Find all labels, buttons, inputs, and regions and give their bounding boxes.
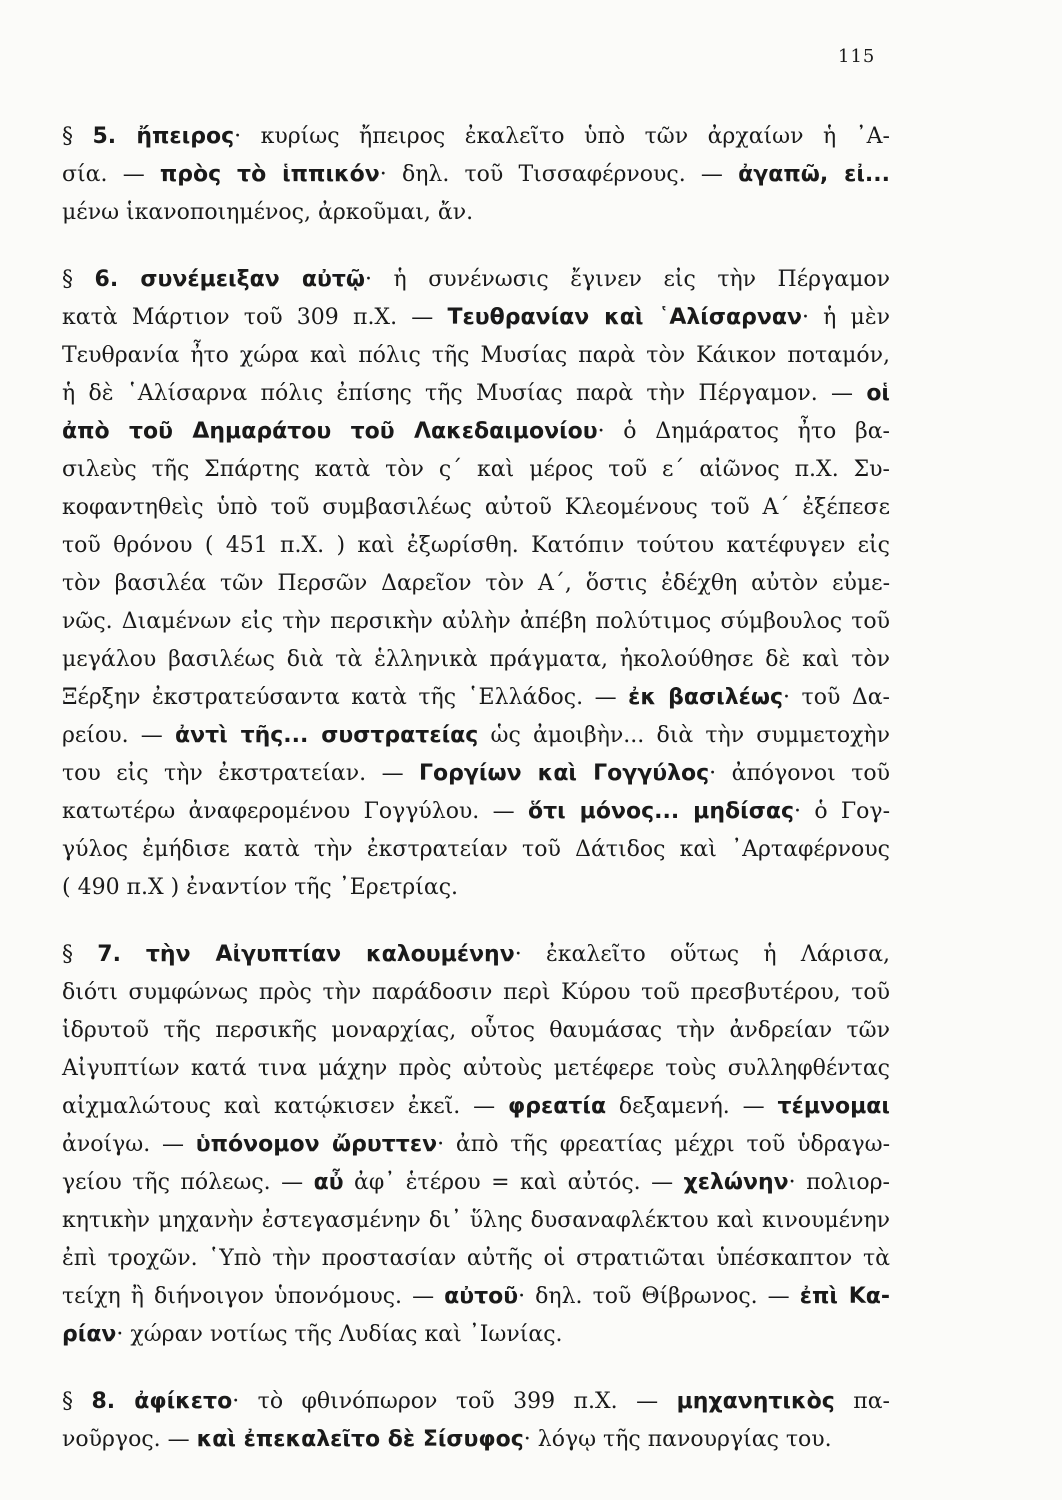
bold-term: φρεατία xyxy=(508,1094,607,1119)
line-text: ρείου. — xyxy=(62,723,175,748)
line-text: · ὁ Δημάρατος ἦτο βα- xyxy=(597,419,890,444)
text-line xyxy=(62,303,890,333)
text-line xyxy=(62,1092,890,1122)
text-line xyxy=(62,759,890,789)
text-line xyxy=(62,797,890,827)
line-text: · ἀπόγονοι τοῦ xyxy=(709,761,891,786)
line-text: · ἡ συνένωσις ἔγινεν εἰς τὴν Πέργαμον xyxy=(365,267,890,292)
text-line xyxy=(62,1054,890,1084)
bold-term: τέμνομαι xyxy=(777,1094,890,1119)
bold-term: μηχανητικὸς xyxy=(676,1389,835,1414)
line-text: · κυρίως ἤπειρος ἐκαλεῖτο ὑπὸ τῶν ἀρχαίων ἡ ᾿Α- xyxy=(234,124,890,149)
line-text: · λόγῳ τῆς πανουργίας του. xyxy=(523,1427,832,1452)
text-line xyxy=(62,531,890,561)
bold-term: πρὸς τὸ ἱππικόν xyxy=(159,162,380,187)
text-line xyxy=(62,1320,890,1350)
text-line xyxy=(62,1387,890,1417)
bold-term: οἱ xyxy=(866,381,890,406)
bold-term: 5. ἤπειρος xyxy=(92,124,235,149)
text-line xyxy=(62,978,890,1008)
bold-term: 8. ἀφίκετο xyxy=(91,1389,233,1414)
bold-term: ἀγαπῶ, εἰ... xyxy=(738,162,890,187)
line-text: § xyxy=(62,942,98,967)
text-line xyxy=(62,940,890,970)
line-text: σία. — xyxy=(62,162,160,187)
line-text: δεξαμενή. — xyxy=(606,1094,778,1119)
bold-term: ρίαν xyxy=(62,1322,117,1347)
line-text: Τευθρανία ἦτο χώρα καὶ πόλις τῆς Μυσίας παρὰ τὸν Κάικον ποταμόν, xyxy=(62,343,890,368)
bold-term: ἐπὶ Κα- xyxy=(799,1284,890,1309)
text-line xyxy=(62,1425,890,1455)
line-text: Αἰγυπτίων κατά τινα μάχην πρὸς αὐτοὺς μετέφερε τοὺς συλληφθέντας xyxy=(62,1056,890,1081)
line-text: του εἰς τὴν ἐκστρατείαν. — xyxy=(62,761,420,786)
text-line xyxy=(62,683,890,713)
line-text: ἱδρυτοῦ τῆς περσικῆς μοναρχίας, οὗτος θαυμάσας τὴν ἀνδρείαν τῶν xyxy=(62,1018,890,1043)
line-text: · ἡ μὲν xyxy=(801,305,891,330)
text-line xyxy=(62,341,890,371)
text-line xyxy=(62,835,890,865)
line-text: · τοῦ Δα- xyxy=(783,685,890,710)
line-text: τοῦ θρόνου ( 451 π.Χ. ) καὶ ἐξωρίσθη. Κατόπιν τούτου κατέφυγεν εἰς xyxy=(62,533,890,558)
bold-term: αὐτοῦ xyxy=(444,1284,519,1309)
line-text: νῶς. Διαμένων εἰς τὴν περσικὴν αὐλὴν ἀπέβη πολύτιμος σύμβουλος τοῦ xyxy=(62,609,890,634)
line-text: ὡς ἀμοιβὴν... διὰ τὴν συμμετοχὴν xyxy=(478,723,890,748)
line-text: · τὸ φθινόπωρον τοῦ 399 π.Χ. — xyxy=(232,1389,677,1414)
text-line xyxy=(62,873,890,903)
line-text: αἰχμαλώτους καὶ κατῴκισεν ἐκεῖ. — xyxy=(62,1094,509,1119)
line-text: κοφαντηθεὶς ὑπὸ τοῦ συμβασιλέως αὐτοῦ Κλεομένους τοῦ Α´ ἐξέπεσε xyxy=(62,495,890,520)
text-line xyxy=(62,379,890,409)
text-line xyxy=(62,1130,890,1160)
bold-term: ἀπὸ τοῦ Δημαράτου τοῦ Λακεδαιμονίου xyxy=(62,419,598,444)
text-line xyxy=(62,417,890,447)
text-line xyxy=(62,1244,890,1274)
bold-term: ἐκ βασιλέως xyxy=(628,685,784,710)
line-text: τείχη ἢ διήνοιγον ὑπονόμους. — xyxy=(62,1284,445,1309)
bold-term: Τευθρανίαν καὶ ῾Αλίσαρναν xyxy=(447,305,802,330)
bold-term: ἀντὶ τῆς... συστρατείας xyxy=(174,723,479,748)
line-text: ἀνοίγω. — xyxy=(62,1132,196,1157)
line-text: § xyxy=(62,1389,92,1414)
text-line xyxy=(62,1206,890,1236)
line-text: § xyxy=(62,267,95,292)
line-text: · ἀπὸ τῆς φρεατίας μέχρι τοῦ ὑδραγω- xyxy=(437,1132,891,1157)
line-text: ἀφ᾿ ἑτέρου = καὶ αὐτός. — xyxy=(343,1170,684,1195)
bold-term: ὅτι μόνος... μηδίσας xyxy=(527,799,795,824)
line-text: κατωτέρω ἀναφερομένου Γογγύλου. — xyxy=(62,799,528,824)
line-text: γείου τῆς πόλεως. — xyxy=(62,1170,314,1195)
text-line xyxy=(62,721,890,751)
text-line xyxy=(62,645,890,675)
line-text: σιλεὺς τῆς Σπάρτης κατὰ τὸν ς´ καὶ μέρος τοῦ ε´ αἰῶνος π.Χ. Συ- xyxy=(62,457,890,482)
bold-term: καὶ ἐπεκαλεῖτο δὲ Σίσυφος xyxy=(196,1427,524,1452)
line-text: διότι συμφώνως πρὸς τὴν παράδοσιν περὶ Κύρου τοῦ πρεσβυτέρου, τοῦ xyxy=(62,980,890,1005)
line-text: κατὰ Μάρτιον τοῦ 309 π.Χ. — xyxy=(62,305,448,330)
line-text: μεγάλου βασιλέως διὰ τὰ ἑλληνικὰ πράγματα, ἠκολούθησε δὲ καὶ τὸν xyxy=(62,647,890,672)
text-line xyxy=(62,198,890,228)
line-text: κητικὴν μηχανὴν ἐστεγασμένην δι᾿ ὕλης δυσαναφλέκτου καὶ κινουμένην xyxy=(62,1208,890,1233)
bold-term: χελώνην xyxy=(683,1170,789,1195)
line-text: · ἐκαλεῖτο οὕτως ἡ Λάρισα, xyxy=(514,942,890,967)
text-line xyxy=(62,160,890,190)
line-text: · χώραν νοτίως τῆς Λυδίας καὶ ᾿Ιωνίας. xyxy=(116,1322,563,1347)
line-text: ἡ δὲ ῾Αλίσαρνα πόλις ἐπίσης τῆς Μυσίας παρὰ τὴν Πέργαμον. — xyxy=(62,381,867,406)
text-line xyxy=(62,1282,890,1312)
line-text: · πολιορ- xyxy=(788,1170,890,1195)
line-text: ἐπὶ τροχῶν. ῾Υπὸ τὴν προστασίαν αὐτῆς οἱ στρατιῶται ὑπέσκαπτον τὰ xyxy=(62,1246,890,1271)
text-line xyxy=(62,265,890,295)
line-text: νοῦργος. — xyxy=(62,1427,197,1452)
page-number: 115 xyxy=(838,46,876,67)
text-line xyxy=(62,122,890,152)
text-line xyxy=(62,1168,890,1198)
text-line xyxy=(62,1016,890,1046)
line-text: ( 490 π.Χ ) ἐναντίον τῆς ᾿Ερετρίας. xyxy=(62,875,459,900)
line-text: γύλος ἐμήδισε κατὰ τὴν ἐκστρατείαν τοῦ Δάτιδος καὶ ᾿Αρταφέρνους xyxy=(62,837,890,862)
bold-term: 7. τὴν Αἰγυπτίαν καλουμένην xyxy=(97,942,515,967)
text-line xyxy=(62,455,890,485)
bold-term: αὖ xyxy=(313,1170,344,1195)
text-line xyxy=(62,493,890,523)
bold-term: Γοργίων καὶ Γογγύλος xyxy=(419,761,710,786)
line-text: · δηλ. τοῦ Θίβρωνος. — xyxy=(518,1284,800,1309)
line-text: μένω ἱκανοποιημένος, ἀρκοῦμαι, ἄν. xyxy=(62,200,474,225)
line-text: · ὁ Γογ- xyxy=(794,799,890,824)
bold-term: ὑπόνομον ὤρυττεν xyxy=(195,1132,438,1157)
line-text: · δηλ. τοῦ Τισσαφέρνους. — xyxy=(379,162,739,187)
line-text: πα- xyxy=(834,1389,890,1414)
text-line xyxy=(62,569,890,599)
text-line xyxy=(62,607,890,637)
line-text: Ξέρξην ἐκστρατεύσαντα κατὰ τῆς ῾Ελλάδος. — xyxy=(62,685,629,710)
bold-term: 6. συνέμειξαν αὐτῷ xyxy=(94,267,366,292)
line-text: τὸν βασιλέα τῶν Περσῶν Δαρεῖον τὸν Α´, ὅστις ἐδέχθη αὐτὸν εὐμε- xyxy=(62,571,890,596)
line-text: § xyxy=(62,124,93,149)
